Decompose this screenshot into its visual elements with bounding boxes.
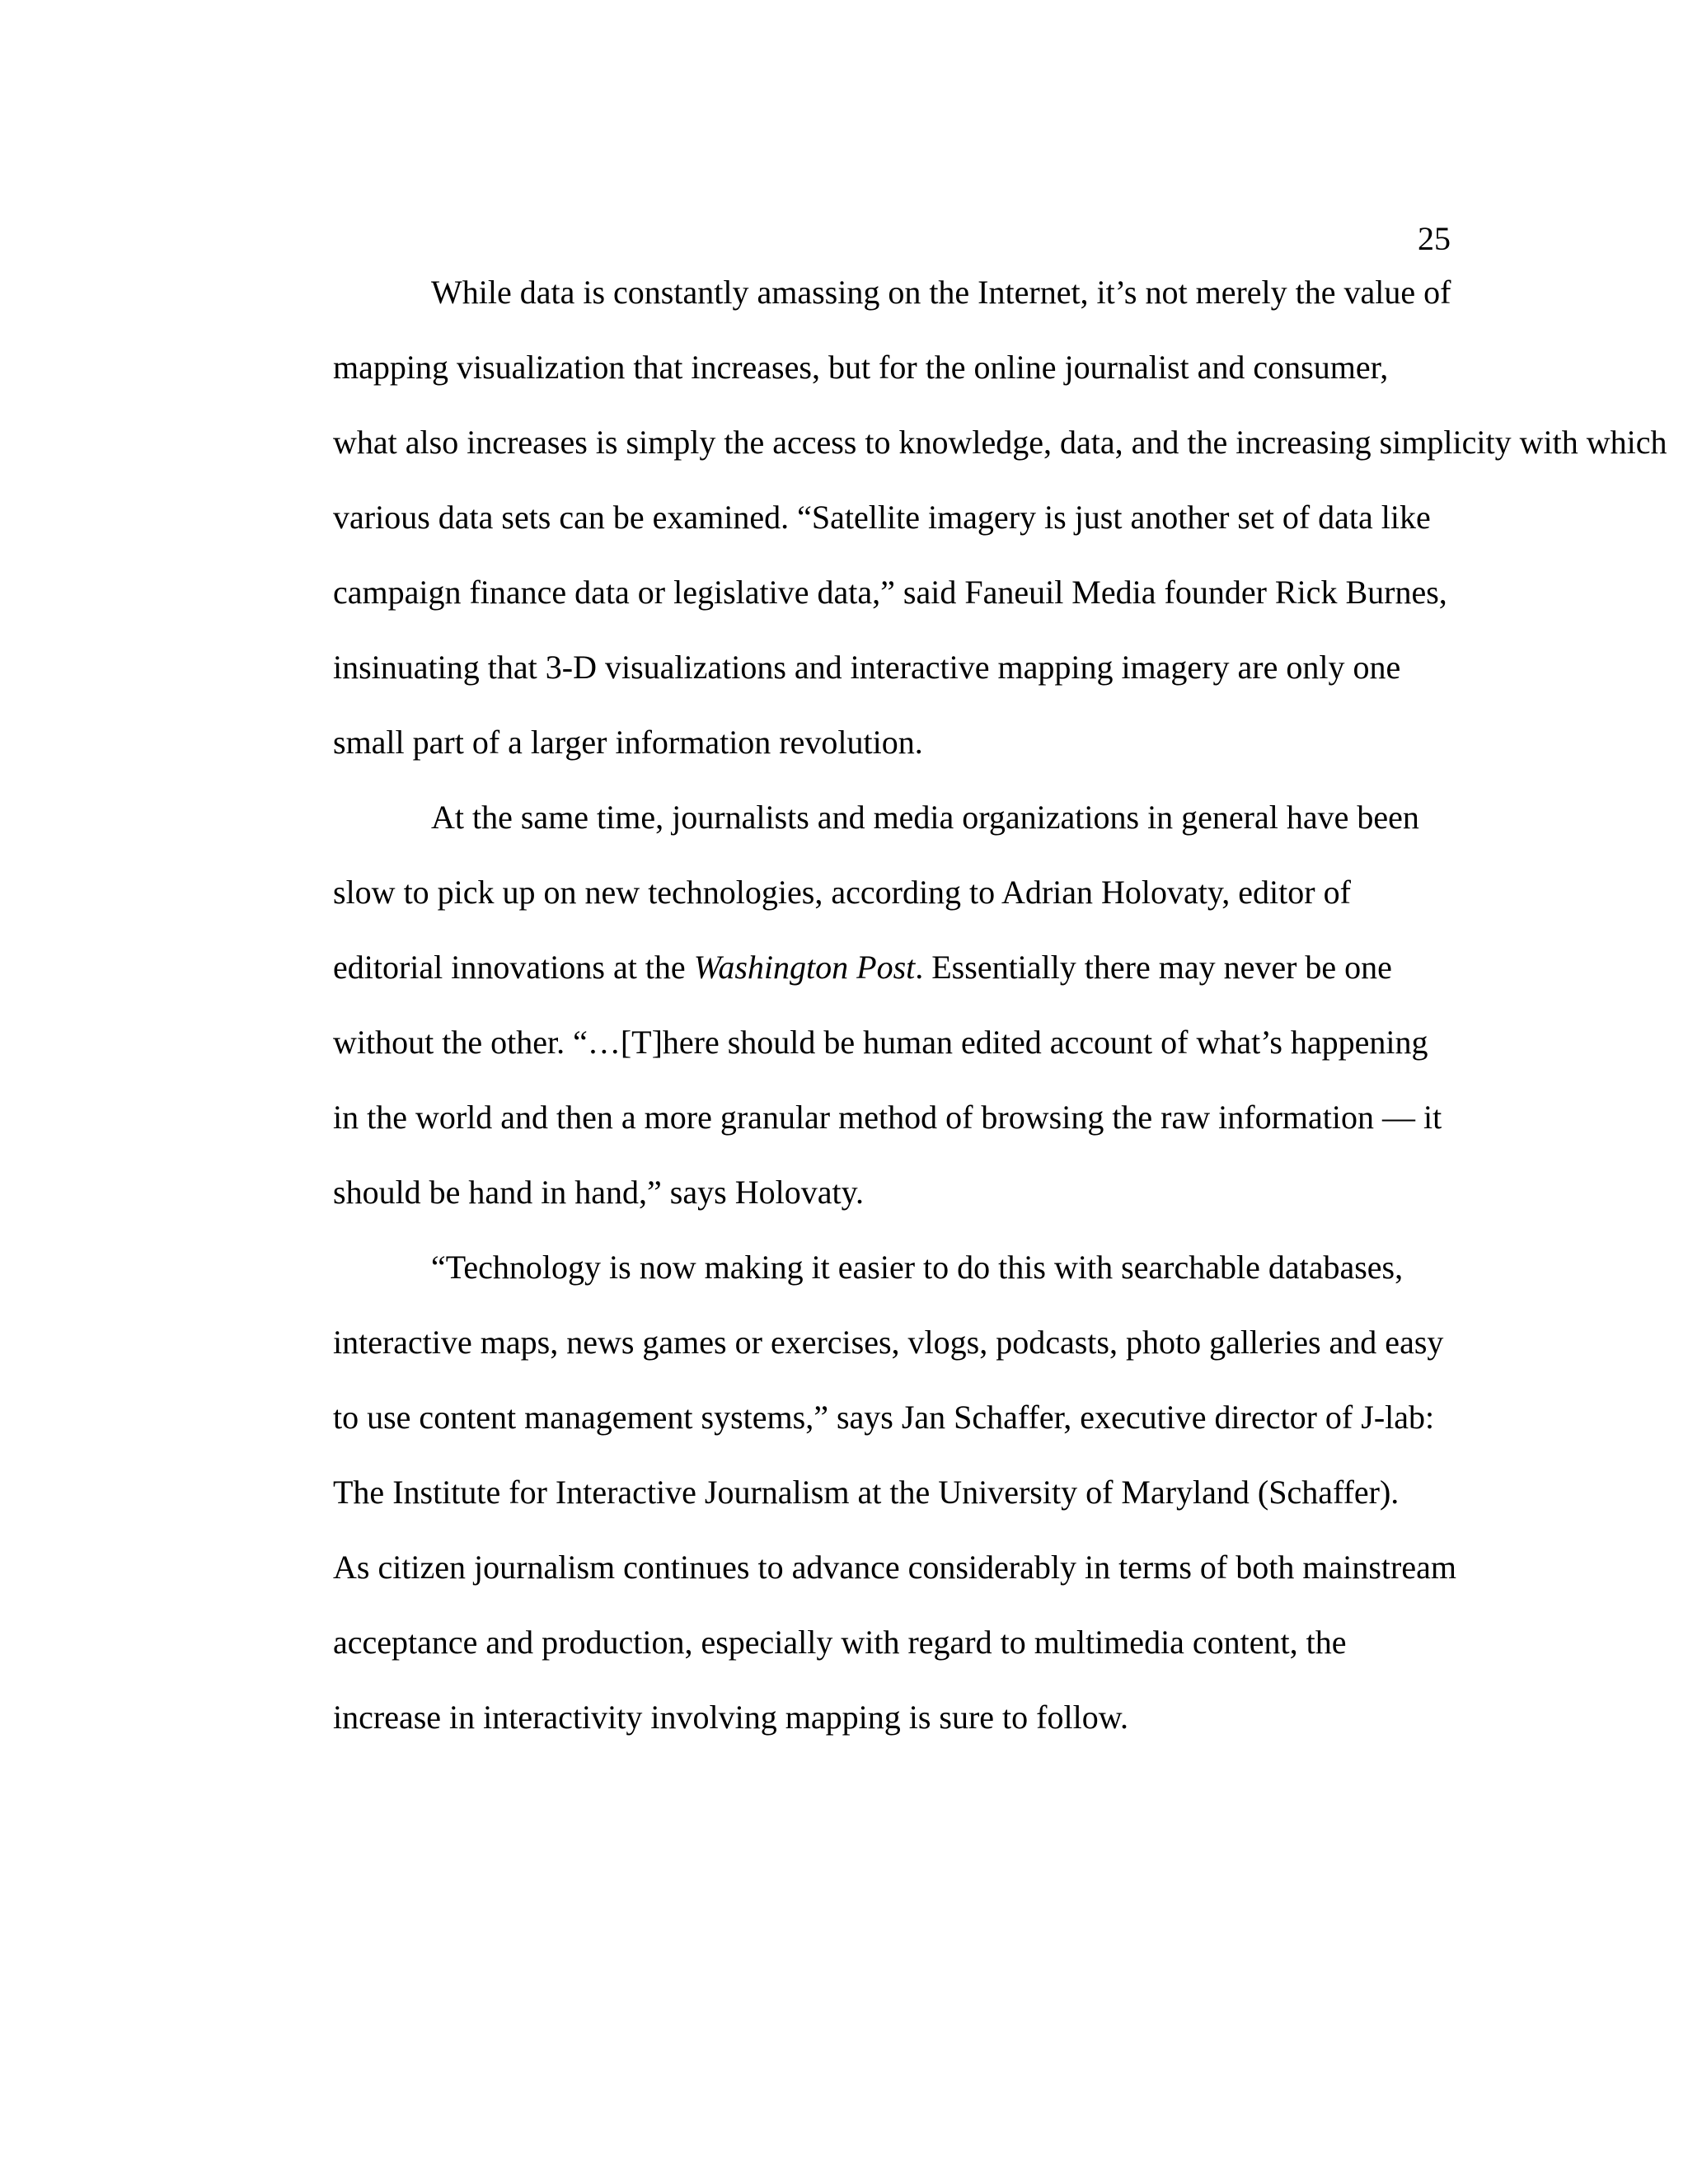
text-line: mapping visualization that increases, but for the online journalist and consumer, — [333, 349, 1389, 386]
text-line-with-italic — [333, 947, 1392, 988]
text-segment: editorial innovations at the — [333, 949, 694, 986]
text-line: interactive maps, news games or exercises, vlogs, podcasts, photo galleries and easy — [333, 1324, 1444, 1361]
text-line: acceptance and production, especially with regard to multimedia content, the — [333, 1624, 1347, 1661]
text-line: should be hand in hand,” says Holovaty. — [333, 1174, 864, 1211]
text-line: insinuating that 3-D visualizations and interactive mapping imagery are only one — [333, 649, 1401, 686]
text-line: in the world and then a more granular method of browsing the raw information — it — [333, 1099, 1442, 1136]
text-line: various data sets can be examined. “Satellite imagery is just another set of data like — [333, 499, 1431, 536]
text-line: campaign finance data or legislative data,” said Faneuil Media founder Rick Burnes, — [333, 574, 1447, 611]
text-line: “Technology is now making it easier to do this with searchable databases, — [431, 1249, 1404, 1286]
text-line: increase in interactivity involving mapping is sure to follow. — [333, 1699, 1128, 1736]
text-line: without the other. “…[T]here should be human edited account of what’s happening — [333, 1024, 1428, 1061]
text-line: As citizen journalism continues to advance considerably in terms of both mainstream — [333, 1549, 1456, 1586]
text-line: The Institute for Interactive Journalism at the University of Maryland (Schaffer). — [333, 1474, 1400, 1511]
text-line: While data is constantly amassing on the Internet, it’s not merely the value of — [431, 274, 1451, 311]
text-line: At the same time, journalists and media organizations in general have been — [431, 799, 1419, 836]
text-line: slow to pick up on new technologies, according to Adrian Holovaty, editor of — [333, 874, 1351, 911]
publication-title: Washington Post — [693, 949, 916, 986]
text-line: small part of a larger information revolution. — [333, 724, 923, 761]
page-number: 25 — [1418, 220, 1451, 257]
text-line: what also increases is simply the access to knowledge, data, and the increasing simplicity with which — [333, 424, 1667, 461]
text-line: to use content management systems,” says Jan Schaffer, executive director of J-lab: — [333, 1399, 1435, 1436]
text-segment: . Essentially there may never be one — [915, 949, 1392, 986]
